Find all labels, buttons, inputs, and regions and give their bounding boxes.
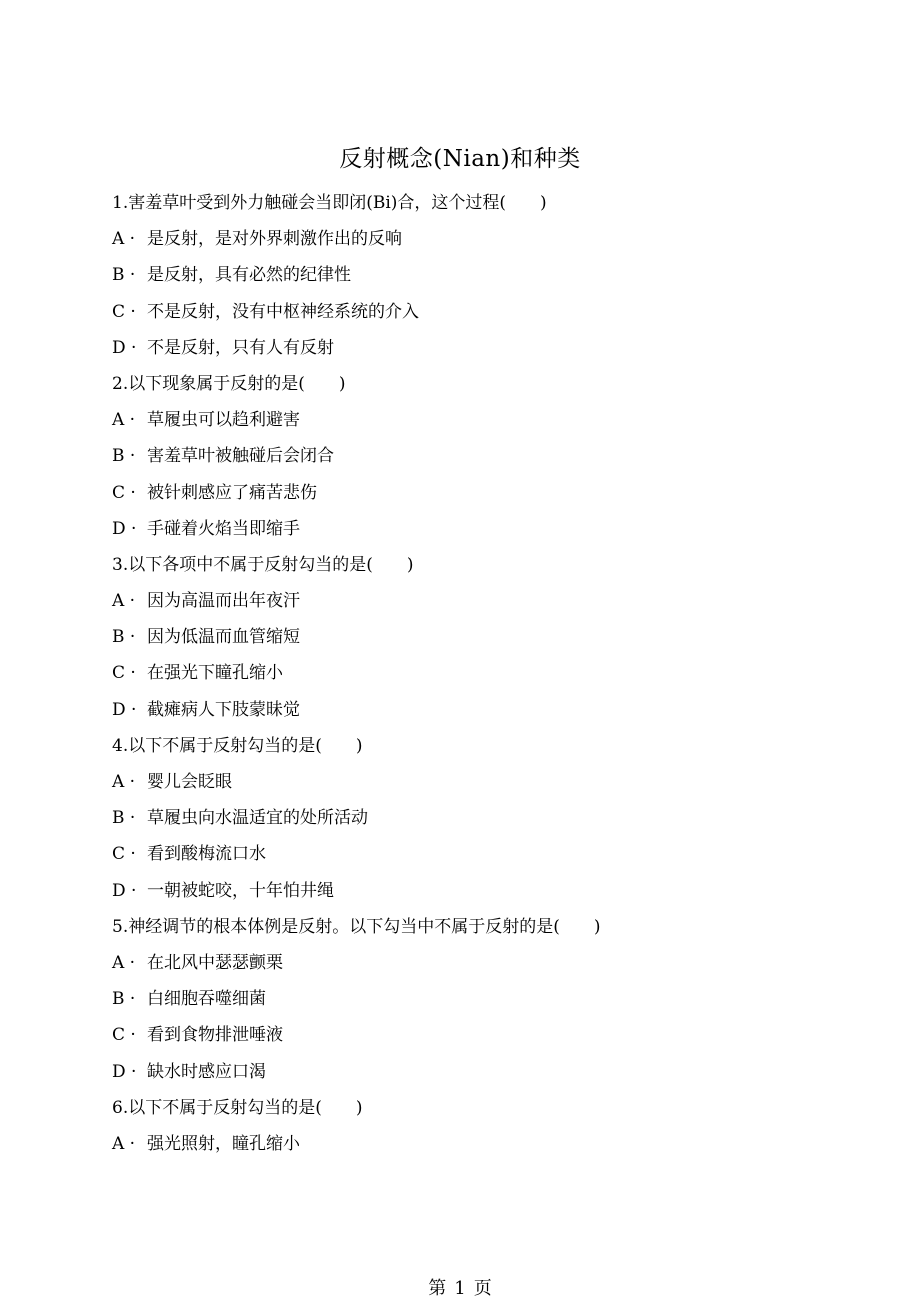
option-text: 草履虫可以趋利避害 <box>147 410 300 431</box>
option-letter: B · <box>112 808 136 829</box>
option-text: 婴儿会眨眼 <box>147 772 232 792</box>
option-text: 一朝被蛇咬，十年怕井绳 <box>147 880 334 901</box>
option-text: 强光照射，瞳孔缩小 <box>147 1133 300 1154</box>
option-text: 不是反射，没有中枢神经系统的介入 <box>147 301 419 322</box>
page-footer <box>0 1274 920 1300</box>
option <box>112 1022 852 1058</box>
option-text: 草履虫向水温适宜的处所活动 <box>147 808 368 829</box>
option-text: 白细胞吞噬细菌 <box>147 989 266 1010</box>
option-text: 因为高温而出年夜汗 <box>147 591 300 612</box>
option-letter: C · <box>112 663 136 684</box>
option <box>112 516 852 552</box>
document-title: 反射概念(Nian)和种类 <box>339 146 581 172</box>
option-letter: D · <box>112 880 137 901</box>
option-text: 看到酸梅流口水 <box>147 844 266 865</box>
option <box>112 588 852 624</box>
option <box>112 697 852 733</box>
option <box>112 262 852 298</box>
option-letter: B · <box>112 627 136 648</box>
question-stem: 2.以下现象属于反射的是( ) <box>112 373 346 394</box>
option-text: 缺水时感应口渴 <box>147 1061 266 1082</box>
option-letter: A · <box>112 410 136 431</box>
option-letter: D · <box>112 1061 137 1082</box>
option <box>112 443 852 479</box>
option-letter: C · <box>112 844 136 865</box>
option <box>112 660 852 696</box>
option-letter: B · <box>112 989 136 1010</box>
option-text: 在北风中瑟瑟颤栗 <box>147 952 283 973</box>
option <box>112 986 852 1022</box>
page-number: 1 <box>454 1278 466 1299</box>
option-letter: D · <box>112 699 137 720</box>
option-letter: A · <box>112 229 136 250</box>
option <box>112 950 852 986</box>
option-text: 截瘫病人下肢蒙昧觉 <box>147 699 300 720</box>
option-text: 被针刺感应了痛苦悲伤 <box>147 482 317 503</box>
option <box>112 624 852 660</box>
question-stem: 1.害羞草叶受到外力触碰会当即闭(Bi)合，这个过程( ) <box>112 193 547 213</box>
option <box>112 841 852 877</box>
option-text: 手碰着火焰当即缩手 <box>147 518 300 539</box>
question-list <box>112 190 852 1167</box>
option-letter: B · <box>112 265 136 286</box>
option <box>112 878 852 914</box>
option <box>112 805 852 841</box>
option <box>112 226 852 262</box>
option <box>112 1059 852 1095</box>
option-text: 不是反射，只有人有反射 <box>147 337 334 358</box>
option-letter: D · <box>112 518 137 539</box>
option-letter: A · <box>112 952 136 973</box>
option-letter: A · <box>112 1133 136 1154</box>
option-text: 在强光下瞳孔缩小 <box>147 663 283 684</box>
option-text: 害羞草叶被触碰后会闭合 <box>147 446 334 467</box>
option-letter: C · <box>112 1025 136 1046</box>
option-text: 因为低温而血管缩短 <box>147 627 300 648</box>
option-letter: C · <box>112 301 136 322</box>
option <box>112 299 852 335</box>
option <box>112 1131 852 1167</box>
question-stem: 4.以下不属于反射勾当的是( ) <box>112 735 363 756</box>
option <box>112 769 852 805</box>
option-letter: A · <box>112 772 136 792</box>
question-stem: 6.以下不属于反射勾当的是( ) <box>112 1097 363 1118</box>
option <box>112 335 852 371</box>
question-stem: 5.神经调节的根本体例是反射。以下勾当中不属于反射的是( ) <box>112 916 601 937</box>
option-letter: C · <box>112 482 136 503</box>
option <box>112 480 852 516</box>
option-letter: B · <box>112 446 136 467</box>
option <box>112 407 852 443</box>
page-footer-prefix: 第 <box>428 1278 447 1299</box>
option-text: 看到食物排泄唾液 <box>147 1025 283 1046</box>
question-stem: 3.以下各项中不属于反射勾当的是( ) <box>112 554 414 575</box>
option-letter: A · <box>112 591 136 612</box>
option-text: 是反射，是对外界刺激作出的反响 <box>147 229 402 250</box>
option-text: 是反射，具有必然的纪律性 <box>147 265 351 286</box>
page-footer-suffix: 页 <box>473 1278 492 1299</box>
option-letter: D · <box>112 337 137 358</box>
